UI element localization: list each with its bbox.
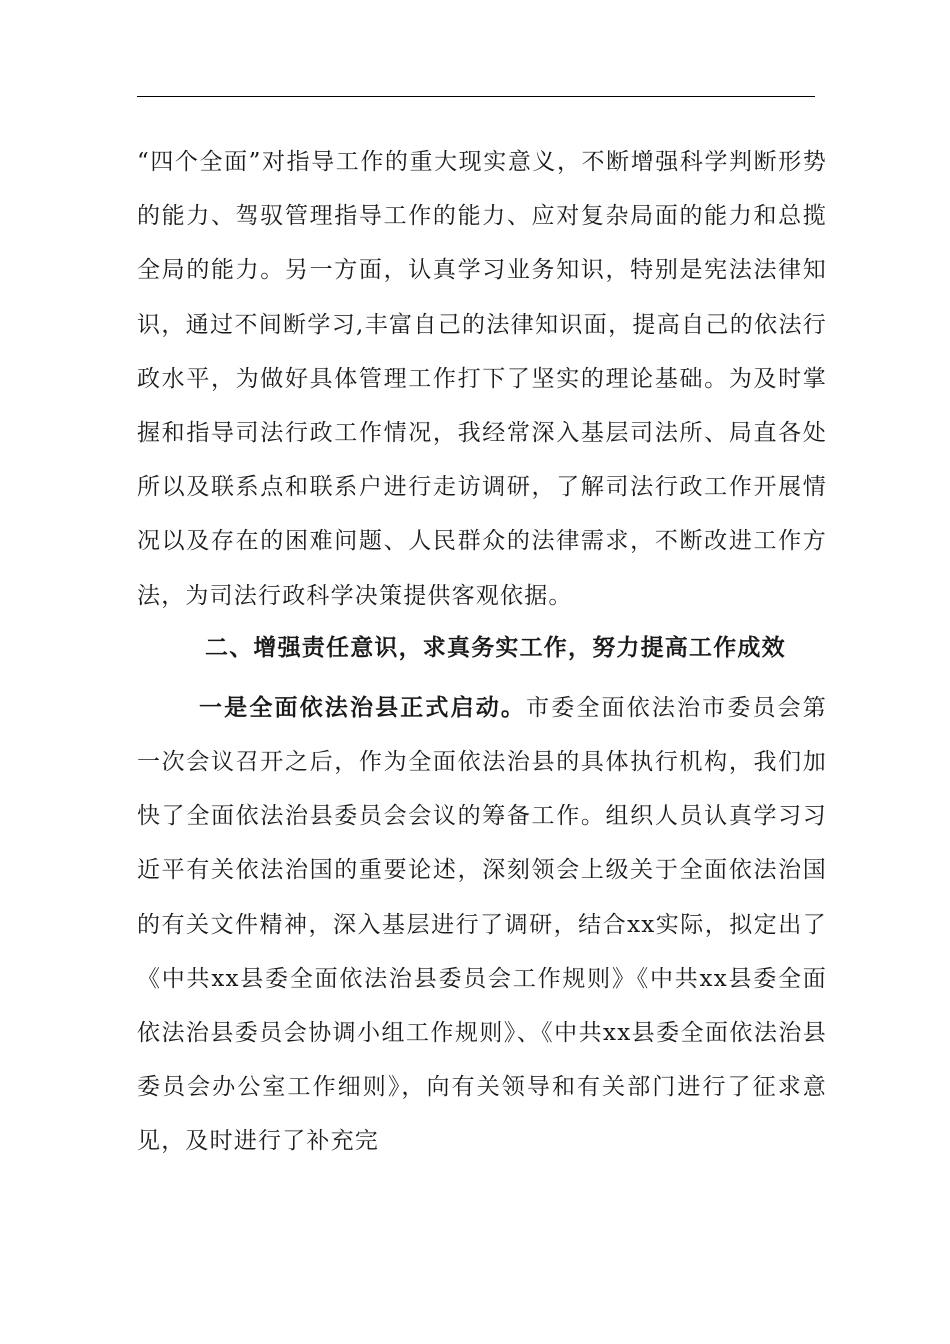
paragraph-lead: 一是全面依法治县正式启动。 <box>199 693 527 721</box>
section-heading: 二、增强责任意识，求真务实工作，努力提高工作成效 <box>205 634 786 661</box>
document-body <box>137 135 827 1169</box>
paragraph <box>137 681 827 1169</box>
paragraph-text: 市委全面依法治市委员会第一次会议召开之后，作为全面依法治县的具体执行机构，我们加快了全面依法治县委员会会议的筹备工作。组织人员认真学习习近平有关依法治国的重要论述，深刻领会上级关于全面依法治国的有关文件精神，深入基层进行了调研，结合xx实际，拟定出了《中共xx县委全面依法治县委员会工作规则》《中共xx县委全面依法治县委员会协调小组工作规则》、《中共xx县委全面依法治县委员会办公室工作细则》，向有关领导和有关部门进行了征求意见，及时进行了补充完 <box>137 694 827 1155</box>
paragraph-continued: “四个全面”对指导工作的重大现实意义，不断增强科学判断形势的能力、驾驭管理指导工作的能力、应对复杂局面的能力和总揽全局的能力。另一方面，认真学习业务知识，特别是宪法法律知识，通过不间断学习,丰富自己的法律知识面，提高自己的依法行政水平，为做好具体管理工作打下了坚实的理论基础。为及时掌握和指导司法行政工作情况，我经常深入基层司法所、局直各处所以及联系点和联系户进行走访调研，了解司法行政工作开展情况以及存在的困难问题、人民群众的法律需求，不断改进工作方法，为司法行政科学决策提供客观依据。 <box>137 149 827 609</box>
header-rule <box>137 96 815 97</box>
